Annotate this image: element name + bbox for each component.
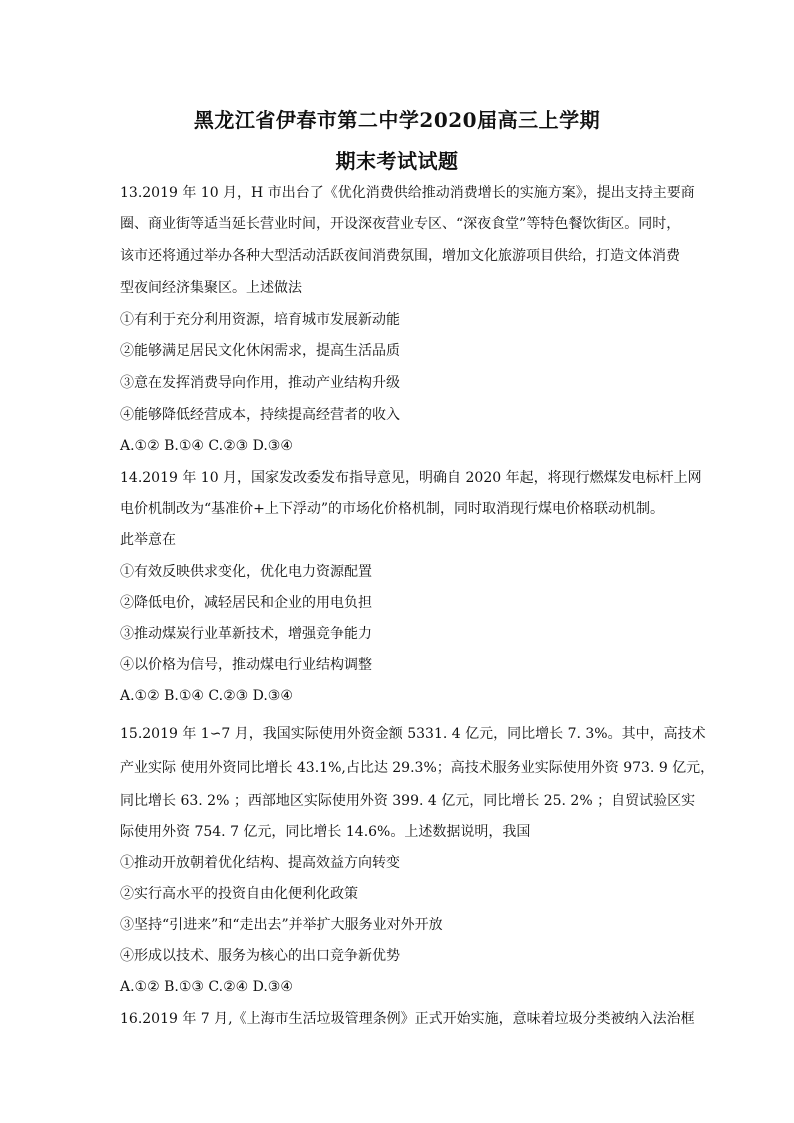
q13-text-line: 圈、商业街等适当延长营业时间，开设深夜营业专区、“深夜食堂”等特色餐饮街区。同时，	[120, 216, 681, 232]
q14-option-4: ④以价格为信号，推动煤电行业结构调整	[120, 657, 372, 673]
q13-text-line: 型夜间经济集聚区。上述做法	[120, 280, 302, 296]
q16-text-line: 16.2019 年 7 月,《上海市生活垃圾管理条例》正式开始实施，意味着垃圾分类被纳入法治框	[120, 1011, 695, 1027]
q14-option-2: ②降低电价，减轻居民和企业的用电负担	[120, 595, 372, 611]
exam-title: 黑龙江省伊春市第二中学2020届高三上学期	[193, 108, 601, 132]
q15-answer-choices: A.①② B.①③ C.②④ D.③④	[120, 979, 293, 995]
q13-option-1: ①有利于充分利用资源，培育城市发展新动能	[120, 312, 400, 328]
q14-answer-choices: A.①② B.①④ C.②③ D.③④	[120, 688, 293, 704]
q13-text-line: 13.2019 年 10 月，H 市出台了《优化消费供给推动消费增长的实施方案》，提出支持主要商	[120, 185, 695, 201]
q15-text-line: 同比增长 63. 2% ；西部地区实际使用外资 399. 4 亿元，同比增长 25. 2% ；自贸试验区实	[120, 793, 696, 809]
exam-subtitle: 期末考试试题	[335, 149, 459, 173]
q15-text-line: 际使用外资 754. 7 亿元，同比增长 14.6%。上述数据说明，我国	[120, 824, 531, 840]
q14-text-line: 电价机制改为“基准价+上下浮动”的市场化价格机制，同时取消现行煤电价格联动机制。	[120, 501, 665, 517]
q13-option-3: ③意在发挥消费导向作用，推动产业结构升级	[120, 375, 400, 391]
q15-option-2: ②实行高水平的投资自由化便利化政策	[120, 886, 358, 902]
q13-answer-choices: A.①② B.①④ C.②③ D.③④	[120, 438, 293, 454]
q15-text-line: 产业实际 使用外资同比增长 43.1%,占比达 29.3%；高技术服务业实际使用外资 973. 9 亿元，	[120, 760, 715, 776]
q14-text-line: 此举意在	[120, 532, 176, 548]
q15-option-4: ④形成以技术、服务为核心的出口竞争新优势	[120, 948, 400, 964]
q15-text-line: 15.2019 年 1∽7 月，我国实际使用外资金额 5331. 4 亿元，同比增长 7. 3%。其中，高技术	[120, 726, 706, 742]
q14-option-1: ①有效反映供求变化，优化电力资源配置	[120, 564, 372, 580]
q14-text-line: 14.2019 年 10 月，国家发改委发布指导意见，明确自 2020 年起，将现行燃煤发电标杆上网	[120, 470, 702, 486]
q15-option-1: ①推动开放朝着优化结构、提高效益方向转变	[120, 855, 400, 871]
q13-option-2: ②能够满足居民文化休闲需求，提高生活品质	[120, 343, 400, 359]
q14-option-3: ③推动煤炭行业革新技术，增强竞争能力	[120, 626, 372, 642]
q15-option-3: ③坚持“引进来”和“走出去”并举扩大服务业对外开放	[120, 917, 443, 933]
q13-option-4: ④能够降低经营成本，持续提高经营者的收入	[120, 407, 400, 423]
q13-text-line: 该市还将通过举办各种大型活动活跃夜间消费氛围，增加文化旅游项目供给，打造文体消费	[120, 248, 680, 264]
